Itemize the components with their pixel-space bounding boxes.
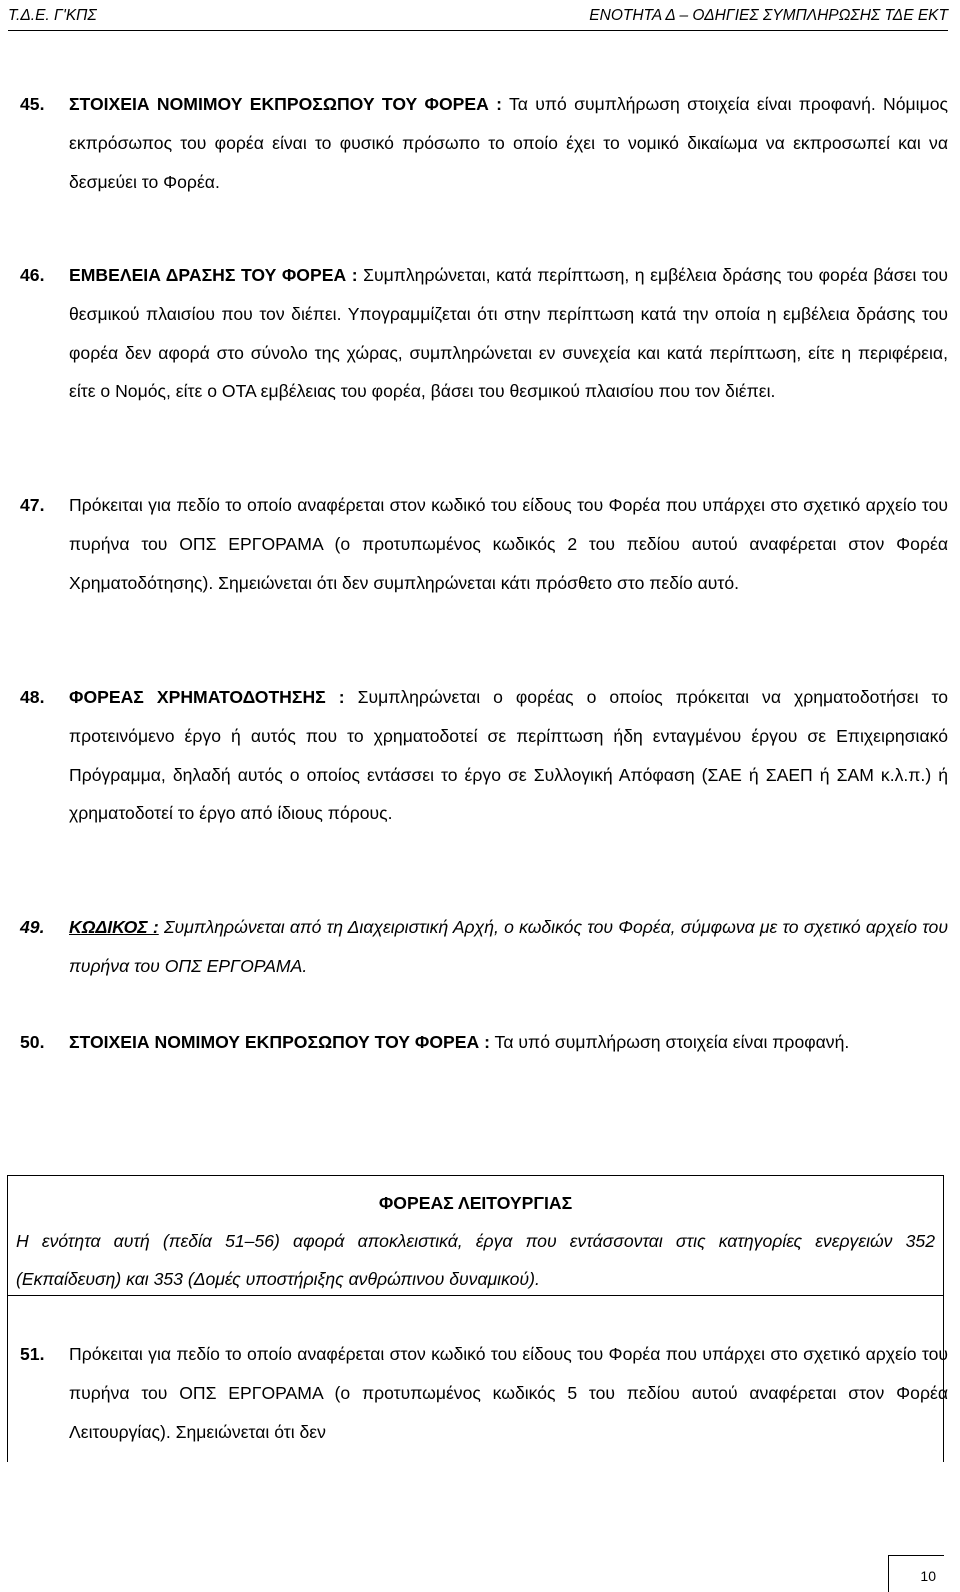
- item-title: ΣΤΟΙΧΕΙΑ ΝΟΜΙΜΟΥ ΕΚΠΡΟΣΩΠΟΥ ΤΟΥ ΦΟΡΕΑ :: [69, 94, 503, 114]
- item-text: Συμπληρώνεται, κατά περίπτωση, η εμβέλεια δράσης του φορέα βάσει του θεσμικού πλαισίου που τον διέπει. Υπογραμμίζεται ότι στην περίπτωση κατά την οποία η εμβέλεια δράσης του φορέα δεν αφορά στο σύνολο της χώρας, συμπληρώνεται εν συνεχεία και κατά περίπτωση, είτε η περιφέρεια, είτε ο Νομός, είτε ο ΟΤΑ εμβέλειας του φορέα, βάσει του θεσμικού πλαισίου που τον διέπει.: [69, 265, 948, 402]
- item-number: 45.: [20, 94, 45, 114]
- box-title: ΦΟΡΕΑΣ ΛΕΙΤΟΥΡΓΙΑΣ: [378, 1193, 573, 1213]
- item-number: 49.: [20, 917, 45, 937]
- item-text: Πρόκειται για πεδίο το οποίο αναφέρεται στον κωδικό του είδους του Φορέα που υπάρχει στο σχετικό αρχείο του πυρήνα του ΟΠΣ ΕΡΓΟΡΑΜΑ (ο προτυπωμένος κωδικός 5 του πεδίου αυτού αναφέρεται στον Φορέα Λειτουργίας). Σημειώνεται ότι δεν: [69, 1344, 948, 1442]
- item-text: Τα υπό συμπλήρωση στοιχεία είναι προφανή. Νόμιμος εκπρόσωπος του φορέα είναι το φυσικό πρόσωπο το οποίο έχει το νομικό δικαίωμα να εκπροσωπεί και να δεσμεύει το Φορέα.: [69, 94, 948, 192]
- item-number: 47.: [20, 495, 45, 515]
- item-49: [20, 908, 948, 986]
- item-title: ΣΤΟΙΧΕΙΑ ΝΟΜΙΜΟΥ ΕΚΠΡΟΣΩΠΟΥ ΤΟΥ ΦΟΡΕΑ :: [69, 1032, 490, 1052]
- item-title: ΚΩΔΙΚΟΣ :: [69, 917, 159, 937]
- item-text: Πρόκειται για πεδίο το οποίο αναφέρεται στον κωδικό του είδους του Φορέα που υπάρχει στο σχετικό αρχείο του πυρήνα του ΟΠΣ ΕΡΓΟΡΑΜΑ (ο προτυπωμένος κωδικός 2 του πεδίου αυτού αναφέρεται στον Φορέα Χρηματοδότησης). Σημειώνεται ότι δεν συμπληρώνεται κάτι πρόσθετο στο πεδίο αυτό.: [69, 495, 948, 593]
- item-51: [20, 1335, 948, 1451]
- page-number: 10: [888, 1555, 944, 1592]
- item-title: ΕΜΒΕΛΕΙΑ ΔΡΑΣΗΣ ΤΟΥ ΦΟΡΕΑ :: [69, 265, 358, 285]
- box-body: Η ενότητα αυτή (πεδία 51–56) αφορά αποκλειστικά, έργα που εντάσσονται στις κατηγορίες ενεργειών 352 (Εκπαίδευση) και 353 (Δομές υποστήριξης ανθρώπινου δυναμικού).: [16, 1231, 935, 1289]
- header-left: Τ.Δ.Ε. Γ'ΚΠΣ: [8, 7, 97, 24]
- item-number: 51.: [20, 1344, 45, 1364]
- item-number: 46.: [20, 265, 45, 285]
- item-text: Τα υπό συμπλήρωση στοιχεία είναι προφανή.: [489, 1032, 850, 1052]
- item-text: Συμπληρώνεται ο φορέας ο οποίος πρόκειται να χρηματοδοτήσει το προτεινόμενο έργο ή αυτός που το χρηματοδοτεί σε περίπτωση ήδη ενταγμένου έργου σε Επιχειρησιακό Πρόγραμμα, δηλαδή αυτός ο οποίος εντάσσει το έργο σε Συλλογική Απόφαση (ΣΑΕ ή ΣΑΕΠ ή ΣΑΜ κ.λ.π.) ή χρηματοδοτεί το έργο από ίδιους πόρους.: [69, 687, 948, 824]
- item-47: [20, 486, 948, 602]
- header-rule: [8, 30, 948, 31]
- item-48: [20, 678, 948, 833]
- item-title: ΦΟΡΕΑΣ ΧΡΗΜΑΤΟΔΟΤΗΣΗΣ :: [69, 687, 345, 707]
- section-box: [7, 1175, 944, 1296]
- item-number: 50.: [20, 1032, 45, 1052]
- item-46: [20, 256, 948, 411]
- header-right: ΕΝΟΤΗΤΑ Δ – ΟΔΗΓΙΕΣ ΣΥΜΠΛΗΡΩΣΗΣ ΤΔΕ ΕΚΤ: [589, 7, 948, 24]
- item-text: Συμπληρώνεται από τη Διαχειριστική Αρχή, ο κωδικός του Φορέα, σύμφωνα με το σχετικό αρχείο του πυρήνα του ΟΠΣ ΕΡΓΟΡΑΜΑ.: [69, 917, 948, 976]
- item-45: [20, 85, 948, 201]
- item-50: [20, 1023, 948, 1062]
- item-number: 48.: [20, 687, 45, 707]
